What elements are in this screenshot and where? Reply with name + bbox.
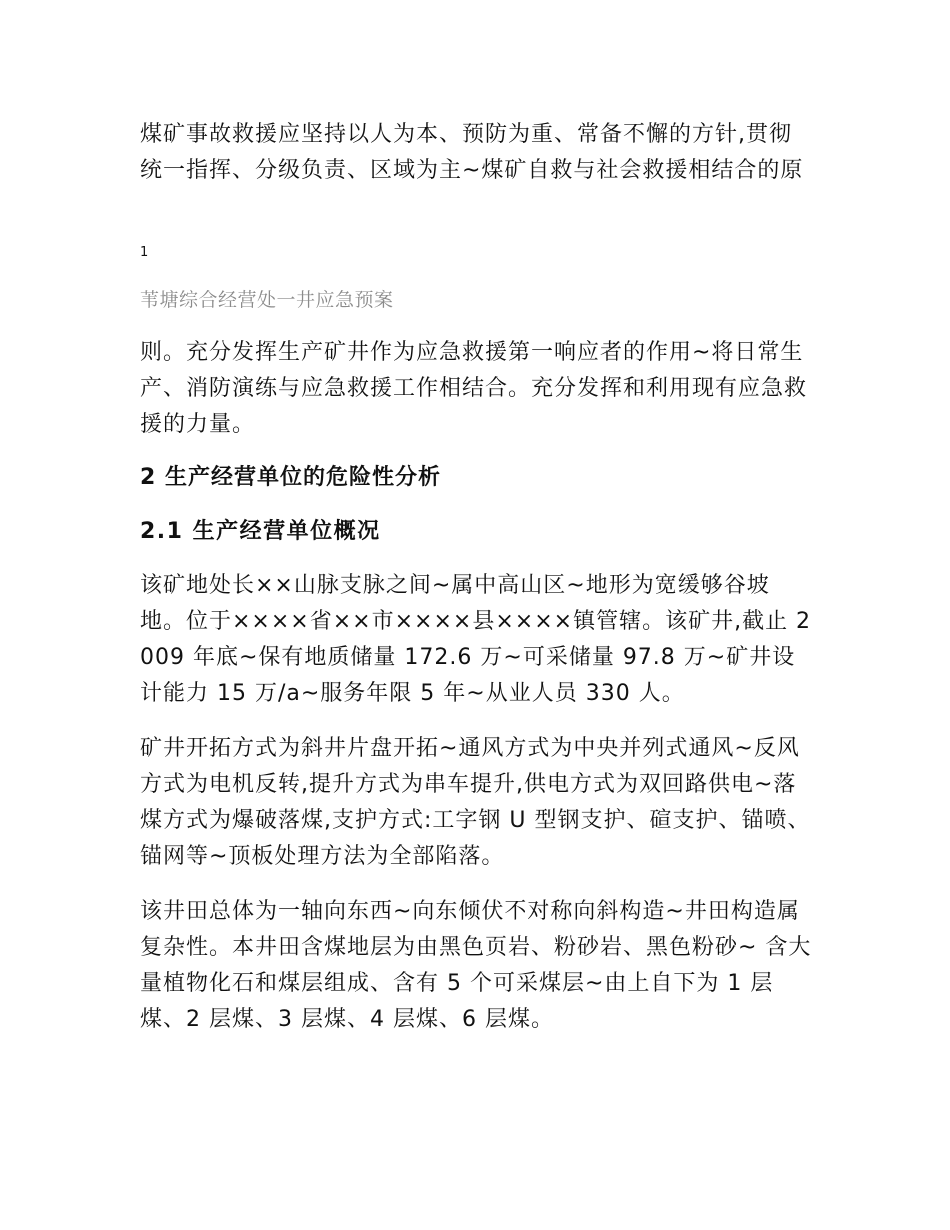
paragraph-rescue-principles: 煤矿事故救援应坚持以人为本、预防为重、常备不懈的方针,贯彻统一指挥、分级负责、区域为主~煤矿自救与社会救援相结合的原 <box>140 122 804 183</box>
section-number: 2 <box>140 465 157 490</box>
page-number: 1 <box>140 245 149 260</box>
paragraph-unit-overview: 该矿地处长××山脉支脉之间~属中高山区~地形为宽缓够谷坡地。位于××××省××市××××县××××镇管辖。该矿井,截止 2009 年底~保有地质储量 172.6 万~可采储量 97.8 万~矿井设计能力 15 万/a~服务年限 5 年~从业人员 330 人。 <box>140 573 812 706</box>
paragraph-rescue-principles-continued: 则。充分发挥生产矿井作为应急救援第一响应者的作用~将日常生产、消防演练与应急救援工作相结合。充分发挥和利用现有应急救援的力量。 <box>140 340 808 437</box>
subsection-heading: 2.1 生产经营单位概况 <box>140 519 381 544</box>
section-title: 生产经营单位的危险性分析 <box>164 465 441 490</box>
paragraph-geology: 该井田总体为一轴向东西~向东倾伏不对称向斜构造~井田构造属复杂性。本井田含煤地层为由黑色页岩、粉砂岩、黑色粉砂~ 含大量植物化石和煤层组成、含有 5 个可采煤层~由上自下为 1 层煤、2 层煤、3 层煤、4 层煤、6 层煤。 <box>140 899 812 1032</box>
paragraph-mining-methods: 矿井开拓方式为斜井片盘开拓~通风方式为中央并列式通风~反风方式为电机反转,提升方式为串车提升,供电方式为双回路供电~落煤方式为爆破落煤,支护方式:工字钢 U 型钢支护、碹支护、锚喷、锚网等~顶板处理方法为全部陷落。 <box>140 736 811 869</box>
running-header: 苇塘综合经营处一井应急预案 <box>140 289 394 311</box>
section-heading <box>140 460 441 496</box>
